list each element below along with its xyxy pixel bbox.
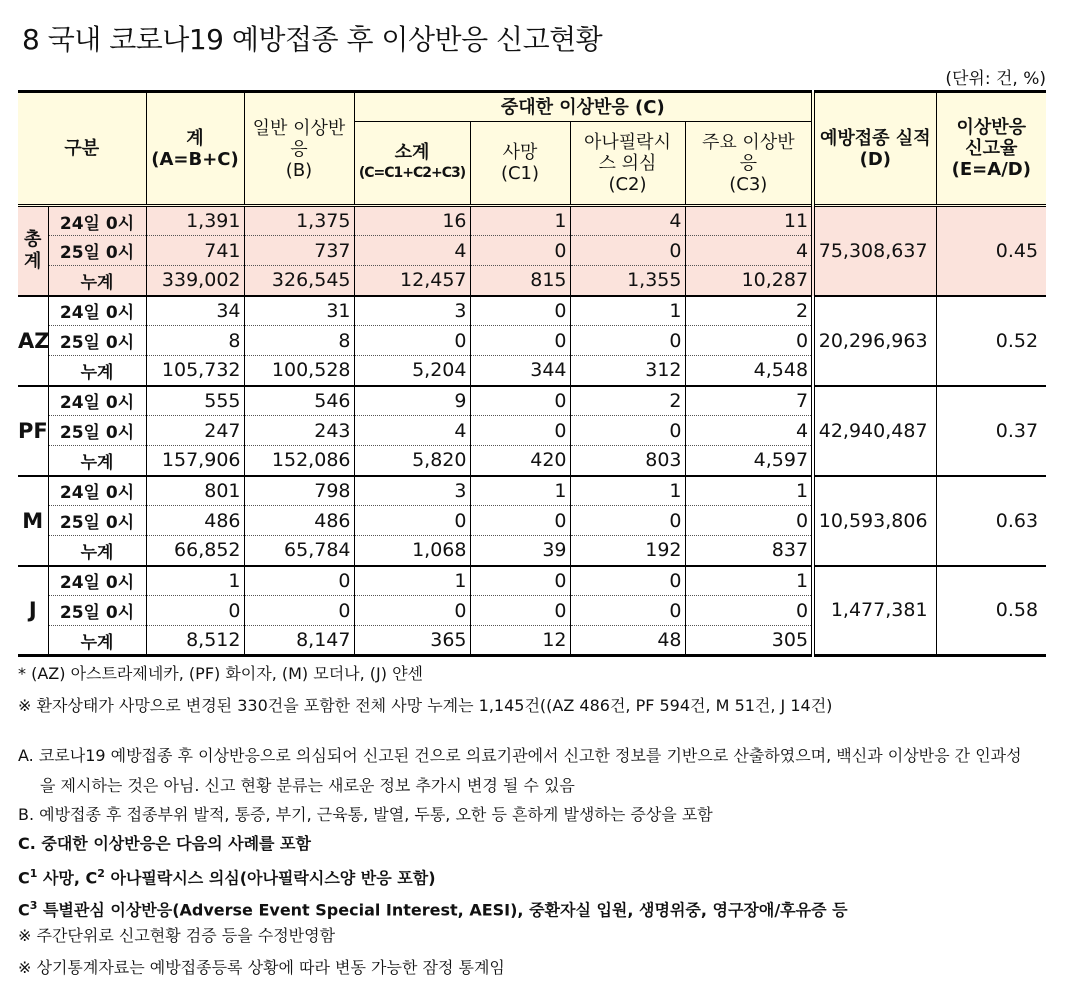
cell-value: 3 <box>354 476 470 506</box>
cell-value: 31 <box>244 296 354 326</box>
header-death: 사망 (C1) <box>470 122 570 206</box>
header-subtotal: 소계 (C=C1+C2+C3) <box>354 122 470 206</box>
rate-value: 0.52 <box>936 296 1046 386</box>
table-row <box>18 566 1046 596</box>
footnote-vaccines: * (AZ) 아스트라제네카, (PF) 화이자, (M) 모더나, (J) 얀센 <box>18 664 424 683</box>
cell-value: 66,852 <box>146 536 244 566</box>
cell-value: 0 <box>354 596 470 626</box>
table-row <box>18 296 1046 326</box>
note-weekly: ※ 주간단위로 신고현황 검증 등을 수정반영함 <box>18 926 336 945</box>
cell-value: 157,906 <box>146 446 244 476</box>
row-label: 누계 <box>48 536 146 566</box>
cell-value: 2 <box>685 296 813 326</box>
note-a-cont: 을 제시하는 것은 아님. 신고 현황 분류는 새로운 정보 추가시 변경 될 수 있음 <box>40 776 575 795</box>
row-label: 25일 0시 <box>48 596 146 626</box>
cell-value: 4 <box>685 416 813 446</box>
cell-value: 39 <box>470 536 570 566</box>
cell-value: 339,002 <box>146 266 244 296</box>
group-label: J <box>18 566 48 656</box>
cell-value: 486 <box>146 506 244 536</box>
cell-value: 798 <box>244 476 354 506</box>
header-vaccinated: 예방접종 실적 (D) <box>813 92 936 206</box>
cell-value: 365 <box>354 626 470 656</box>
cell-value: 0 <box>570 326 685 356</box>
cell-value: 0 <box>146 596 244 626</box>
cell-value: 0 <box>570 566 685 596</box>
cell-value: 546 <box>244 386 354 416</box>
table-row <box>18 476 1046 506</box>
cell-value: 105,732 <box>146 356 244 386</box>
cell-value: 486 <box>244 506 354 536</box>
vaccinated-value: 1,477,381 <box>813 566 936 656</box>
cell-value: 48 <box>570 626 685 656</box>
cell-value: 0 <box>354 326 470 356</box>
rate-value: 0.45 <box>936 206 1046 296</box>
cell-value: 0 <box>570 596 685 626</box>
header-general: 일반 이상반응 (B) <box>244 92 354 206</box>
row-label: 누계 <box>48 446 146 476</box>
note-provisional: ※ 상기통계자료는 예방접종등록 상황에 따라 변동 가능한 잠정 통계임 <box>18 958 505 977</box>
row-label: 25일 0시 <box>48 236 146 266</box>
group-label: AZ <box>18 296 48 386</box>
cell-value: 420 <box>470 446 570 476</box>
cell-value: 344 <box>470 356 570 386</box>
row-label: 24일 0시 <box>48 386 146 416</box>
row-label: 24일 0시 <box>48 206 146 236</box>
group-label: M <box>18 476 48 566</box>
row-label: 25일 0시 <box>48 326 146 356</box>
cell-value: 4 <box>570 206 685 236</box>
row-label: 24일 0시 <box>48 296 146 326</box>
header-major: 주요 이상반응 (C3) <box>685 122 813 206</box>
cell-value: 741 <box>146 236 244 266</box>
cell-value: 815 <box>470 266 570 296</box>
vaccinated-value: 20,296,963 <box>813 296 936 386</box>
cell-value: 0 <box>470 326 570 356</box>
cell-value: 305 <box>685 626 813 656</box>
cell-value: 152,086 <box>244 446 354 476</box>
row-label: 누계 <box>48 356 146 386</box>
header-total: 계 (A=B+C) <box>146 92 244 206</box>
header-group: 구분 <box>18 92 146 206</box>
cell-value: 1 <box>570 476 685 506</box>
cell-value: 1 <box>354 566 470 596</box>
cell-value: 4,597 <box>685 446 813 476</box>
cell-value: 247 <box>146 416 244 446</box>
cell-value: 8 <box>146 326 244 356</box>
page-title: 8 국내 코로나19 예방접종 후 이상반응 신고현황 <box>22 23 603 56</box>
header-serious: 중대한 이상반응 (C) <box>354 92 813 122</box>
row-label: 25일 0시 <box>48 506 146 536</box>
cell-value: 8 <box>244 326 354 356</box>
table-row <box>18 206 1046 236</box>
cell-value: 0 <box>470 236 570 266</box>
cell-value: 100,528 <box>244 356 354 386</box>
cell-value: 0 <box>570 236 685 266</box>
group-label: PF <box>18 386 48 476</box>
row-label: 25일 0시 <box>48 416 146 446</box>
cell-value: 4 <box>354 236 470 266</box>
header-anaphylaxis: 아나필락시스 의심 (C2) <box>570 122 685 206</box>
row-label: 누계 <box>48 626 146 656</box>
cell-value: 3 <box>354 296 470 326</box>
cell-value: 1 <box>470 206 570 236</box>
cell-value: 555 <box>146 386 244 416</box>
cell-value: 0 <box>354 506 470 536</box>
note-a: A. 코로나19 예방접종 후 이상반응으로 의심되어 신고된 건으로 의료기관에서 신고한 정보를 기반으로 산출하였으며, 백신과 이상반응 간 인과성 <box>18 746 1022 765</box>
cell-value: 65,784 <box>244 536 354 566</box>
cell-value: 0 <box>685 326 813 356</box>
rate-value: 0.58 <box>936 566 1046 656</box>
group-label: 총계 <box>18 206 48 296</box>
cell-value: 4 <box>685 236 813 266</box>
cell-value: 4,548 <box>685 356 813 386</box>
cell-value: 0 <box>570 416 685 446</box>
cell-value: 1 <box>470 476 570 506</box>
cell-value: 2 <box>570 386 685 416</box>
cell-value: 4 <box>354 416 470 446</box>
cell-value: 0 <box>244 566 354 596</box>
cell-value: 0 <box>685 506 813 536</box>
row-label: 24일 0시 <box>48 566 146 596</box>
vaccinated-value: 10,593,806 <box>813 476 936 566</box>
table-body <box>18 206 1046 656</box>
note-b: B. 예방접종 후 접종부위 발적, 통증, 부기, 근육통, 발열, 두통, 오한 등 흔하게 발생하는 증상을 포함 <box>18 805 713 824</box>
vaccinated-value: 42,940,487 <box>813 386 936 476</box>
cell-value: 837 <box>685 536 813 566</box>
cell-value: 12 <box>470 626 570 656</box>
adverse-event-table <box>18 90 1046 657</box>
cell-value: 803 <box>570 446 685 476</box>
header-rate: 이상반응 신고율 (E=A/D) <box>936 92 1046 206</box>
cell-value: 1 <box>685 566 813 596</box>
cell-value: 10,287 <box>685 266 813 296</box>
cell-value: 11 <box>685 206 813 236</box>
cell-value: 5,204 <box>354 356 470 386</box>
cell-value: 192 <box>570 536 685 566</box>
cell-value: 12,457 <box>354 266 470 296</box>
cell-value: 0 <box>470 566 570 596</box>
cell-value: 737 <box>244 236 354 266</box>
cell-value: 7 <box>685 386 813 416</box>
cell-value: 326,545 <box>244 266 354 296</box>
cell-value: 5,820 <box>354 446 470 476</box>
note-c3: $C^3$ 특별관심 이상반응(Adverse Event Special Interest, AESI), 중환자실 입원, 생명위중, 영구장애/후유증 등 <box>18 899 848 920</box>
cell-value: 243 <box>244 416 354 446</box>
cell-value: 0 <box>470 506 570 536</box>
cell-value: 8,512 <box>146 626 244 656</box>
cell-value: 1,391 <box>146 206 244 236</box>
cell-value: 34 <box>146 296 244 326</box>
cell-value: 1 <box>146 566 244 596</box>
row-label: 누계 <box>48 266 146 296</box>
cell-value: 0 <box>570 506 685 536</box>
note-c: C. 중대한 이상반응은 다음의 사례를 포함 <box>18 834 311 853</box>
cell-value: 1,068 <box>354 536 470 566</box>
cell-value: 0 <box>470 596 570 626</box>
cell-value: 0 <box>470 416 570 446</box>
cell-value: 9 <box>354 386 470 416</box>
cell-value: 312 <box>570 356 685 386</box>
note-c1-c2: $C^1$ 사망, $C^2$ 아나필락시스 의심(아나필락시스양 반응 포함) <box>18 867 436 888</box>
cell-value: 0 <box>470 296 570 326</box>
cell-value: 0 <box>470 386 570 416</box>
cell-value: 801 <box>146 476 244 506</box>
rate-value: 0.37 <box>936 386 1046 476</box>
cell-value: 0 <box>685 596 813 626</box>
table-row <box>18 386 1046 416</box>
cell-value: 1,375 <box>244 206 354 236</box>
vaccinated-value: 75,308,637 <box>813 206 936 296</box>
rate-value: 0.63 <box>936 476 1046 566</box>
footnote-deaths: ※ 환자상태가 사망으로 변경된 330건을 포함한 전체 사망 누계는 1,145건((AZ 486건, PF 594건, M 51건, J 14건) <box>18 696 833 715</box>
row-label: 24일 0시 <box>48 476 146 506</box>
unit-label: (단위: 건, %) <box>945 69 1046 89</box>
cell-value: 8,147 <box>244 626 354 656</box>
cell-value: 16 <box>354 206 470 236</box>
cell-value: 1 <box>570 296 685 326</box>
cell-value: 1,355 <box>570 266 685 296</box>
cell-value: 0 <box>244 596 354 626</box>
cell-value: 1 <box>685 476 813 506</box>
